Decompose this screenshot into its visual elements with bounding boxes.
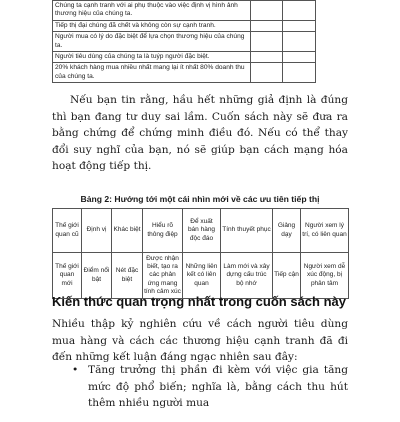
checklist-row xyxy=(53,20,316,31)
section-heading: Kiến thức quan trọng nhất trong cuốn sách này xyxy=(52,294,346,309)
table-row-old-worldview xyxy=(53,209,349,253)
table-cell: Những liên kết có liên quan xyxy=(183,253,221,299)
bullet-item: Tăng trưởng thị phần đi kèm với việc gia tăng mức độ phổ biến; nghĩa là, bằng cách thu hút thêm nhiều người mua xyxy=(88,364,348,409)
checklist-statement: Người tiêu dùng của chúng ta là tuýp người đặc biệt. xyxy=(53,52,251,63)
checklist-checkbox-cell xyxy=(250,20,283,31)
checklist-statement: Tiếp thị đại chúng đã chết và không còn sự cạnh tranh. xyxy=(53,20,251,31)
table-cell: Khác biệt xyxy=(112,209,143,253)
table-cell: Thế giới quan cũ xyxy=(53,209,82,253)
table-cell: Giảng dạy xyxy=(273,209,301,253)
checklist-checkbox-cell xyxy=(283,1,316,21)
table-cell: Điểm nổi bật xyxy=(82,253,112,299)
bullet-marker: • xyxy=(72,364,79,376)
table-cell: Nét đặc biệt xyxy=(112,253,143,299)
checklist-row xyxy=(53,63,316,83)
checklist-checkbox-cell xyxy=(250,52,283,63)
table-cell: Tính thuyết phục xyxy=(221,209,273,253)
table-cell: Tiếp cận xyxy=(273,253,301,299)
table-cell: Người xem lý trí, có liên quan xyxy=(301,209,349,253)
checklist-checkbox-cell xyxy=(283,32,316,52)
checklist-checkbox-cell xyxy=(250,63,283,83)
checklist-checkbox-cell xyxy=(250,1,283,21)
bullet-list xyxy=(52,362,348,422)
checklist-statement: Chúng ta cạnh tranh với ai phụ thuộc vào việc định vị hình ảnh thương hiệu của chúng ta. xyxy=(53,1,251,21)
checklist-row xyxy=(53,1,316,21)
checklist-statement: Người mua có lý do đặc biệt để lựa chọn thương hiệu của chúng ta. xyxy=(53,32,251,52)
table-cell: Được nhận biết, tạo ra các phản ứng mang tính cảm xúc xyxy=(143,253,183,299)
body-paragraph: Nếu bạn tin rằng, hầu hết những giả định là đúng thì bạn đang tư duy sai lầm. Cuốn sách này sẽ đưa ra bằng chứng để chứng minh điều đó. Nếu có thể thay đổi suy nghĩ của bạn, nó sẽ giúp bạn cách mạng hóa hoạt động tiếp thị. xyxy=(52,94,348,172)
checklist-checkbox-cell xyxy=(250,32,283,52)
table-cell: Thế giới quan mới xyxy=(53,253,82,299)
body-paragraph: Nhiều thập kỷ nghiên cứu về cách người tiêu dùng mua hàng và cách các thương hiệu cạnh tranh đã đi đến những kết luận đáng ngạc nhiên sau đây: xyxy=(52,318,348,363)
table-row-new-worldview xyxy=(53,253,349,299)
checklist-row xyxy=(53,32,316,52)
checklist-checkbox-cell xyxy=(283,63,316,83)
table-cell: Hiểu rõ thông điệp xyxy=(143,209,183,253)
checklist-row xyxy=(53,52,316,63)
checklist-checkbox-cell xyxy=(283,52,316,63)
table-cell: Định vị xyxy=(82,209,112,253)
checklist-checkbox-cell xyxy=(283,20,316,31)
checklist-statement: 20% khách hàng mua nhiều nhất mang lại ít nhất 80% doanh thu của chúng ta. xyxy=(53,63,251,83)
worldview-comparison-table xyxy=(52,208,349,299)
table-cell: Làm mới và xây dựng cấu trúc bộ nhớ xyxy=(221,253,273,299)
table-caption: Bảng 2: Hướng tới một cái nhìn mới về các ưu tiên tiếp thị xyxy=(80,194,320,204)
table-cell: Để xuất bán hàng độc đáo xyxy=(183,209,221,253)
assumptions-checklist-table xyxy=(52,0,316,83)
table-cell: Người xem dễ xúc động, bị phân tâm xyxy=(301,253,349,299)
